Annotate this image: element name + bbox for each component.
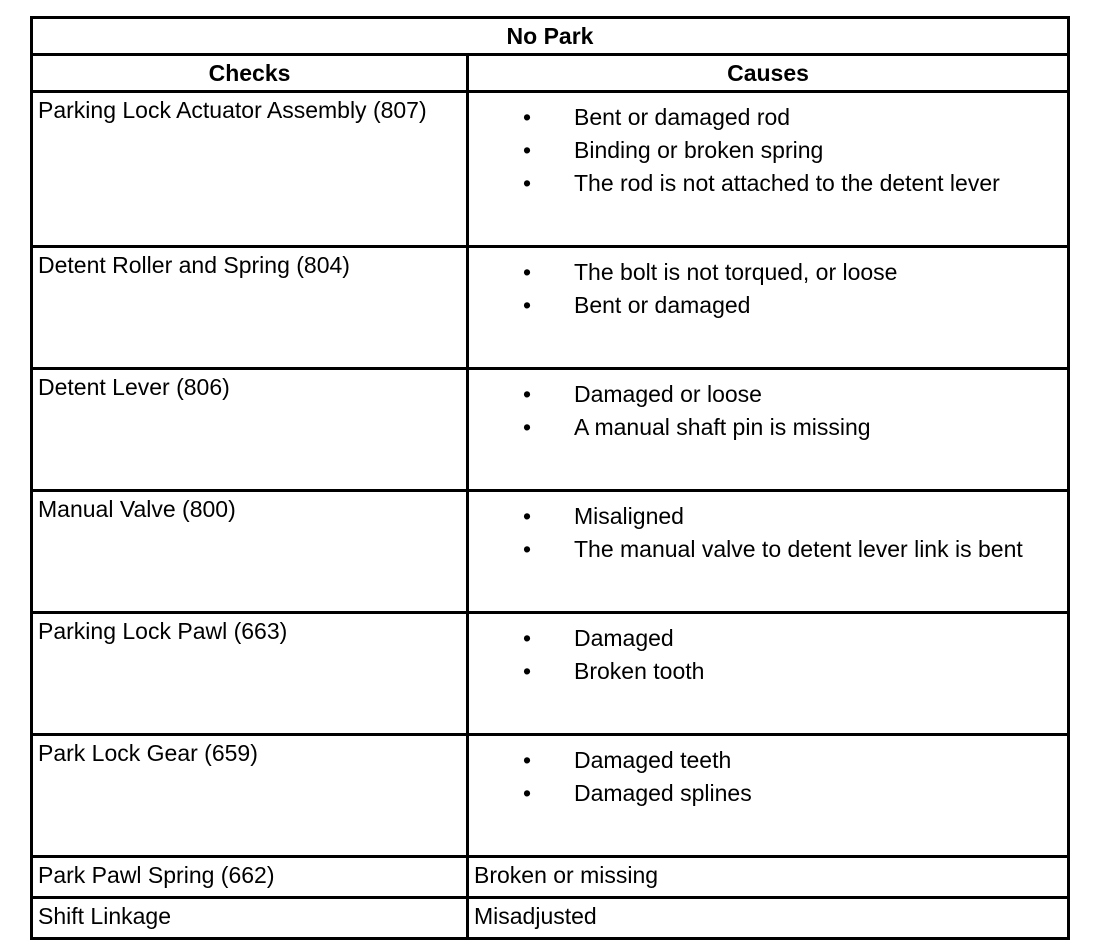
causes-cell <box>468 735 1069 857</box>
cause-item: • Damaged or loose <box>469 378 1067 411</box>
cause-item: • The bolt is not torqued, or loose <box>469 256 1067 289</box>
table-row <box>32 247 1069 369</box>
column-header-checks: Checks <box>32 55 468 92</box>
cause-item: • Misaligned <box>469 500 1067 533</box>
causes-list <box>469 500 1067 566</box>
table-title: No Park <box>32 18 1069 55</box>
cause-item: • Bent or damaged <box>469 289 1067 322</box>
causes-list <box>469 744 1067 810</box>
cause-item: • The rod is not attached to the detent lever <box>469 167 1067 200</box>
table-row <box>32 857 1069 898</box>
table-row <box>32 491 1069 613</box>
cause-item: • The manual valve to detent lever link is bent <box>469 533 1067 566</box>
causes-cell <box>468 247 1069 369</box>
cause-item: • A manual shaft pin is missing <box>469 411 1067 444</box>
cause-item: • Damaged teeth <box>469 744 1067 777</box>
table-row <box>32 92 1069 247</box>
check-cell: Detent Roller and Spring (804) <box>32 247 468 369</box>
cause-item: • Binding or broken spring <box>469 134 1067 167</box>
causes-cell <box>468 491 1069 613</box>
cause-item: • Bent or damaged rod <box>469 101 1067 134</box>
causes-list <box>469 378 1067 444</box>
table-row <box>32 369 1069 491</box>
cause-item: • Broken tooth <box>469 655 1067 688</box>
causes-cell <box>468 369 1069 491</box>
table-row <box>32 613 1069 735</box>
check-cell: Manual Valve (800) <box>32 491 468 613</box>
check-cell: Park Pawl Spring (662) <box>32 857 468 898</box>
causes-list <box>469 256 1067 322</box>
table-row <box>32 735 1069 857</box>
check-cell: Park Lock Gear (659) <box>32 735 468 857</box>
causes-list <box>469 622 1067 688</box>
causes-list <box>469 101 1067 200</box>
causes-cell <box>468 613 1069 735</box>
cause-cell: Broken or missing <box>468 857 1069 898</box>
cause-item: • Damaged splines <box>469 777 1067 810</box>
table-row <box>32 898 1069 939</box>
check-cell: Detent Lever (806) <box>32 369 468 491</box>
cause-item: • Damaged <box>469 622 1067 655</box>
check-cell: Shift Linkage <box>32 898 468 939</box>
check-cell: Parking Lock Actuator Assembly (807) <box>32 92 468 247</box>
causes-cell <box>468 92 1069 247</box>
no-park-diagnostic-table <box>30 16 1070 940</box>
column-header-causes: Causes <box>468 55 1069 92</box>
cause-cell: Misadjusted <box>468 898 1069 939</box>
check-cell: Parking Lock Pawl (663) <box>32 613 468 735</box>
